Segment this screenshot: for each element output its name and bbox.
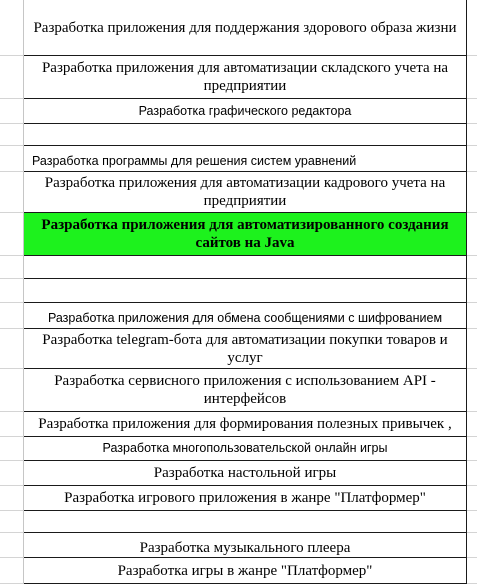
topic-cell[interactable]: Разработка приложения для автоматизации кадрового учета на предприятии — [24, 172, 467, 213]
topic-cell[interactable] — [24, 511, 467, 533]
table-row — [0, 56, 477, 99]
row-cell-empty[interactable] — [467, 412, 477, 437]
row-cell-empty[interactable] — [0, 412, 24, 437]
row-cell-empty[interactable] — [0, 0, 24, 56]
row-cell-empty[interactable] — [0, 558, 24, 584]
topic-cell[interactable]: Разработка игры в жанре "Платформер" — [24, 558, 467, 584]
row-cell-empty[interactable] — [0, 56, 24, 99]
row-cell-empty[interactable] — [467, 511, 477, 533]
table-row — [0, 412, 477, 437]
table-row — [0, 461, 477, 486]
topic-cell[interactable]: Разработка приложения для поддержания здорового образа жизни — [24, 0, 467, 56]
row-cell-empty[interactable] — [0, 329, 24, 369]
row-cell-empty[interactable] — [467, 486, 477, 511]
table-row — [0, 437, 477, 461]
row-cell-empty[interactable] — [467, 533, 477, 558]
topic-cell[interactable] — [24, 256, 467, 279]
topic-cell[interactable]: Разработка программы для решения систем уравнений — [24, 146, 467, 172]
row-cell-empty[interactable] — [0, 303, 24, 329]
row-cell-empty[interactable] — [467, 279, 477, 303]
row-cell-empty[interactable] — [467, 146, 477, 172]
topic-cell[interactable]: Разработка игрового приложения в жанре "Платформер" — [24, 486, 467, 511]
row-cell-empty[interactable] — [0, 124, 24, 146]
row-cell-empty[interactable] — [0, 437, 24, 461]
row-cell-empty[interactable] — [467, 56, 477, 99]
table-row — [0, 172, 477, 213]
topic-cell[interactable]: Разработка музыкального плеера — [24, 533, 467, 558]
table-row — [0, 533, 477, 558]
table-row — [0, 99, 477, 124]
row-cell-empty[interactable] — [467, 124, 477, 146]
table-row — [0, 511, 477, 533]
row-cell-empty[interactable] — [467, 369, 477, 412]
topic-cell[interactable]: Разработка telegram-бота для автоматизации покупки товаров и услуг — [24, 329, 467, 369]
row-cell-empty[interactable] — [467, 558, 477, 584]
row-cell-empty[interactable] — [0, 172, 24, 213]
row-cell-empty[interactable] — [0, 146, 24, 172]
row-cell-empty[interactable] — [0, 533, 24, 558]
row-cell-empty[interactable] — [467, 329, 477, 369]
topic-cell[interactable]: Разработка приложения для формирования полезных привычек , — [24, 412, 467, 437]
table-row — [0, 213, 477, 256]
row-cell-empty[interactable] — [467, 461, 477, 486]
topic-cell[interactable]: Разработка приложения для автоматизации складского учета на предприятии — [24, 56, 467, 99]
table-row — [0, 256, 477, 279]
row-cell-empty[interactable] — [467, 303, 477, 329]
row-cell-empty[interactable] — [467, 99, 477, 124]
row-cell-empty[interactable] — [467, 256, 477, 279]
topic-cell[interactable]: Разработка сервисного приложения с использованием API - интерфейсов — [24, 369, 467, 412]
table-row — [0, 486, 477, 511]
topic-cell[interactable]: Разработка приложения для обмена сообщениями с шифрованием — [24, 303, 467, 329]
topic-cell[interactable]: Разработка настольной игры — [24, 461, 467, 486]
row-cell-empty[interactable] — [0, 486, 24, 511]
row-cell-empty[interactable] — [0, 256, 24, 279]
row-cell-empty[interactable] — [0, 213, 24, 256]
table-row — [0, 303, 477, 329]
topic-cell-highlighted[interactable]: Разработка приложения для автоматизированного создания сайтов на Java — [24, 213, 467, 256]
table-row — [0, 124, 477, 146]
row-cell-empty[interactable] — [0, 279, 24, 303]
table-row — [0, 146, 477, 172]
row-cell-empty[interactable] — [467, 172, 477, 213]
table-row — [0, 0, 477, 56]
topic-cell[interactable] — [24, 124, 467, 146]
row-cell-empty[interactable] — [0, 461, 24, 486]
row-cell-empty[interactable] — [0, 511, 24, 533]
topic-cell[interactable]: Разработка многопользовательской онлайн игры — [24, 437, 467, 461]
row-cell-empty[interactable] — [467, 213, 477, 256]
table-row — [0, 329, 477, 369]
row-cell-empty[interactable] — [0, 369, 24, 412]
table-row — [0, 558, 477, 584]
topic-cell[interactable] — [24, 279, 467, 303]
table-row — [0, 369, 477, 412]
row-cell-empty[interactable] — [0, 99, 24, 124]
table-row — [0, 279, 477, 303]
row-cell-empty[interactable] — [467, 0, 477, 56]
row-cell-empty[interactable] — [467, 437, 477, 461]
topic-cell[interactable]: Разработка графического редактора — [24, 99, 467, 124]
